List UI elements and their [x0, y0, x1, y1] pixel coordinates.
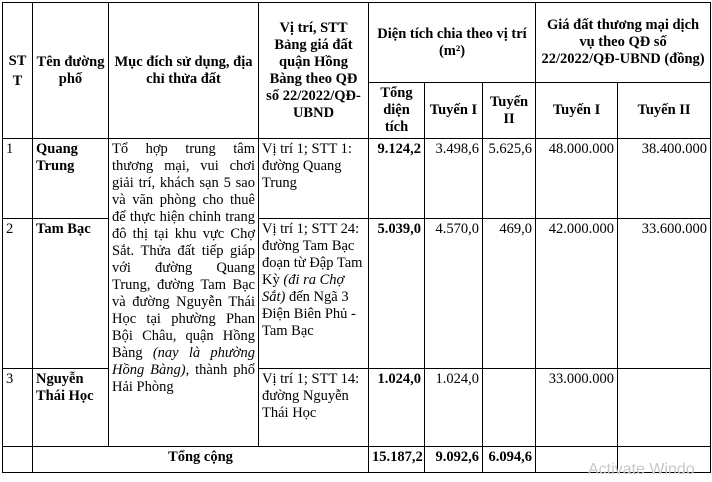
row-area-total: 5.039,0 — [369, 219, 425, 369]
purpose-italic-note: (nay là phường Hồng Bàng) — [112, 345, 255, 378]
header-row-top — [3, 3, 711, 83]
row-price-t1: 33.000.000 — [536, 369, 618, 447]
purpose-text-end: , thành phố Hải Phòng — [112, 362, 255, 395]
land-price-table — [2, 2, 711, 473]
header-street: Tên đường phố — [33, 3, 109, 139]
row-position-text: Vị trí 1; STT 24: đường Tam Bạc đoạn từ Đập Tam Kỳ — [262, 221, 363, 288]
row-price-t1: 42.000.000 — [536, 219, 618, 369]
row-position-text-end: đến Ngã 3 Điện Biên Phủ - Tam Bạc — [262, 289, 356, 339]
row-position: Vị trí 1; STT 1: đường Quang Trung — [259, 139, 369, 219]
row-price-t1: 48.000.000 — [536, 139, 618, 219]
row-area-total: 9.124,2 — [369, 139, 425, 219]
row-position: Vị trí 1; STT 14: đường Nguyễn Thái Học — [259, 369, 369, 447]
row-price-t2: 38.400.000 — [618, 139, 711, 219]
row-position — [259, 219, 369, 369]
row-area-t1: 1.024,0 — [425, 369, 483, 447]
header-price-t2: Tuyến II — [618, 83, 711, 139]
row-area-t2: 469,0 — [483, 219, 536, 369]
row-area-total: 1.024,0 — [369, 369, 425, 447]
activate-windows-watermark: Activate Windo — [588, 461, 695, 478]
total-area-t1: 9.092,6 — [425, 447, 483, 473]
row-street: Nguyễn Thái Học — [33, 369, 109, 447]
row-stt: 3 — [3, 369, 33, 447]
total-label: Tổng cộng — [33, 447, 369, 473]
purpose-cell — [109, 139, 259, 447]
row-area-t2: 5.625,6 — [483, 139, 536, 219]
header-stt: STT — [3, 3, 33, 139]
header-position: Vị trí, STT Bảng giá đất quận Hồng Bàng theo QĐ số 22/2022/QĐ-UBND — [259, 3, 369, 139]
row-area-t1: 3.498,6 — [425, 139, 483, 219]
header-purpose: Mục đích sử dụng, địa chỉ thửa đất — [109, 3, 259, 139]
row-price-t2: 33.600.000 — [618, 219, 711, 369]
row-street: Tam Bạc — [33, 219, 109, 369]
header-area-total: Tổng diện tích — [369, 83, 425, 139]
header-area-t1: Tuyến I — [425, 83, 483, 139]
header-price-t1: Tuyến I — [536, 83, 618, 139]
header-area-t2: Tuyến II — [483, 83, 536, 139]
row-position-italic: (đi ra Chợ Sắt) — [262, 272, 345, 305]
purpose-text: Tổ hợp trung tâm thương mại, vui chơi giải trí, khách sạn 5 sao và văn phòng cho thuê để thực hiện chỉnh trang đô thị tại khu vực Chợ Sắt. Thửa đất tiếp giáp với đường Quang Trung, đường Tam Bạc và đường Nguyễn Thái Học tại phường Phan Bội Châu, quận Hồng Bàng — [112, 141, 255, 361]
row-street: Quang Trung — [33, 139, 109, 219]
total-area: 15.187,2 — [369, 447, 425, 473]
header-area-group: Diện tích chia theo vị trí (m²) — [369, 3, 536, 83]
row-stt: 1 — [3, 139, 33, 219]
row-area-t2 — [483, 369, 536, 447]
total-blank — [3, 447, 33, 473]
header-price-group: Giá đất thương mại dịch vụ theo QĐ số 22/2022/QĐ-UBND (đồng) — [536, 3, 711, 83]
total-area-t2: 6.094,6 — [483, 447, 536, 473]
row-area-t1: 4.570,0 — [425, 219, 483, 369]
table-row — [3, 139, 711, 219]
row-stt: 2 — [3, 219, 33, 369]
row-price-t2 — [618, 369, 711, 447]
